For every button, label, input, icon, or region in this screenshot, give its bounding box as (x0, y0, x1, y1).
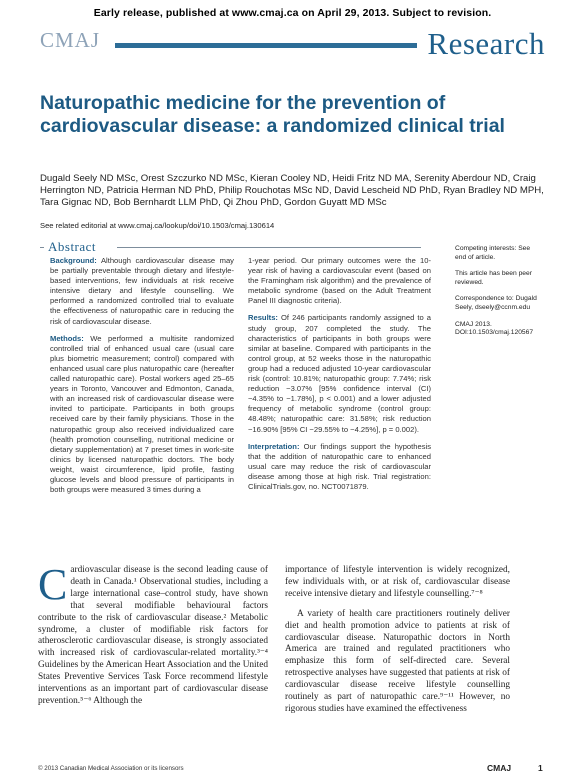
results-text: Of 246 participants randomly assigned to a study group, 207 completed the study. The characteristics of participants in both groups were similar at baseline. Compared with participants in the control group, at 52 weeks those in the naturopathic group had a reduced adjusted 10-year cardiovascular risk (control: 10.81%; naturopathic group: 7.74%; risk reduction −3.07% [95% confidence interval (CI) −4.35% to −1.78%], p < 0.001) and a lower adjusted frequency of metabolic syndrome (control group: 48.48%; naturopathic care: 31.58%; risk reduction −16.90% [95% CI −29.55% to −4.25%], p = 0.002). (248, 313, 431, 434)
abstract-methods (50, 334, 234, 496)
abstract-rule-right (117, 247, 421, 248)
author-list: Dugald Seely ND MSc, Orest Szczurko ND MSc, Kieran Cooley ND, Heidi Fritz ND MA, Serenity Aberdour ND, Craig Herrington ND, Patricia Herman ND PhD, Philip Rouchotas MSc ND, David Lescheid ND PhD, Ryan Bradley ND MPH, Tara Gignac ND, Bob Bernhardt LLM PhD, Qi Zhou PhD, Gordon Guyatt MD MSc (40, 173, 544, 209)
body-paragraph-1 (38, 560, 268, 708)
related-editorial-link[interactable]: See related editorial at www.cmaj.ca/lookup/doi/10.1503/cmaj.130614 (40, 221, 275, 230)
abstract-methods-continued: 1-year period. Our primary outcomes were the 10-year risk of having a cardiovascular event (based on the Framingham risk algorithm) and the prevalence of metabolic syndrome (based on the Adult Treatment Panel III diagnostic criteria). (248, 256, 431, 306)
abstract-column-right (248, 256, 431, 499)
methods-label: Methods: (50, 333, 84, 343)
abstract-column-left (50, 256, 234, 502)
section-banner (115, 27, 545, 61)
peer-review-note: This article has been peer reviewed. (455, 270, 532, 286)
body-paragraph-3: A variety of health care practitioners routinely deliver diet and health promotion advice to patients at risk of cardiovascular disease. Naturopathic doctors in North America are trained and regulated practitioners who emphasize this form of self-directed care. Several retrospective analyses have suggested that patients at risk of cardiovascular disease receive lifestyle counselling routinely as part of naturopathic care.⁹⁻¹¹ However, no rigorous studies have examined the effectiveness (285, 608, 510, 714)
drop-cap: C (38, 560, 68, 609)
citation-doi: CMAJ 2013. DOI:10.1503/cmaj.120567 (455, 320, 534, 337)
abstract-heading: Abstract (48, 239, 97, 254)
article-sidebar (455, 245, 540, 346)
page-number: 1 (538, 763, 543, 773)
article-title: Naturopathic medicine for the prevention of cardiovascular disease: a randomized clinical trial (40, 92, 505, 137)
journal-logo: CMAJ (40, 28, 101, 52)
section-title-box (417, 27, 545, 61)
results-label: Results: (248, 313, 278, 323)
section-title: Research (427, 26, 545, 61)
early-release-banner: Early release, published at www.cmaj.ca on April 29, 2013. Subject to revision. (93, 7, 492, 19)
body-paragraph-2: importance of lifestyle intervention is widely recognized, few individuals with, or at risk of, cardiovascular disease receive intensive dietary and lifestyle counselling.⁷⁻⁸ (285, 565, 510, 599)
competing-interests-note: Competing interests: See end of article. (455, 245, 531, 261)
abstract-rule-left (40, 247, 44, 248)
methods-text: We performed a multisite randomized controlled trial of enhanced usual care (usual care plus biometric measurement; control) compared with enhanced usual care plus naturopathic care (hereafter called naturopathic care). Postal workers aged 25–65 years in Toronto, Vancouver and Edmonton, Canada, with an increased risk of cardiovascular disease were invited to participate. Participants in both groups received care by their family physicians. Those in the naturopathic group also received individualized care (health promotion counselling, nutritional medicine or dietary supplementation) at 7 preset times in work-site clinics by licensed naturopathic doctors. The body weight, waist circumference, lipid profile, fasting glucose levels and blood pressure of participants in both groups were measured 3 times during a (50, 333, 234, 495)
correspondence-note: Correspondence to: Dugald Seely, dseely@ccnm.edu (455, 295, 537, 311)
footer-journal: CMAJ (487, 763, 512, 773)
background-text: Although cardiovascular disease may be partially preventable through dietary and lifestyle-based interventions, few individuals at risk receive intensive dietary and lifestyle counselling. We performed a randomized controlled trial to evaluate the effectiveness of naturopathic care in reducing the risk of cardiovascular disease. (50, 256, 234, 326)
body-paragraph-1-text: ardiovascular disease is the second leading cause of death in Canada.¹ Observational studies, including a large international case–control study, have shown that several modifiable behavioural factors contribute to the risk of cardiovascular disease.² Metabolic syndrome, a cluster of modifiable risk factors for atherosclerotic cardiovascular disease, is strongly associated with increased risk of cardiovascular-related mortality.³⁻⁴ Guidelines by the American Heart Association and the United States Preventive Services Task Force recommend lifestyle interventions as an important part of cardiovascular disease prevention.⁵⁻⁶ Although the (38, 565, 268, 706)
abstract-background (50, 256, 234, 327)
background-label: Background: (50, 256, 97, 265)
interpretation-text: Our findings support the hypothesis that the addition of naturopathic care to enhanced usual care may reduce the risk of cardiovascular disease among those at high risk. Trial registration: ClinicalTrials.gov, no. NCT0071879. (248, 441, 431, 491)
body-column-left (38, 560, 268, 708)
abstract-results (248, 313, 431, 434)
interpretation-label: Interpretation: (248, 441, 300, 451)
body-column-right (285, 565, 510, 716)
abstract-interpretation (248, 442, 431, 492)
copyright-footer: © 2013 Canadian Medical Association or its licensors (38, 765, 184, 772)
